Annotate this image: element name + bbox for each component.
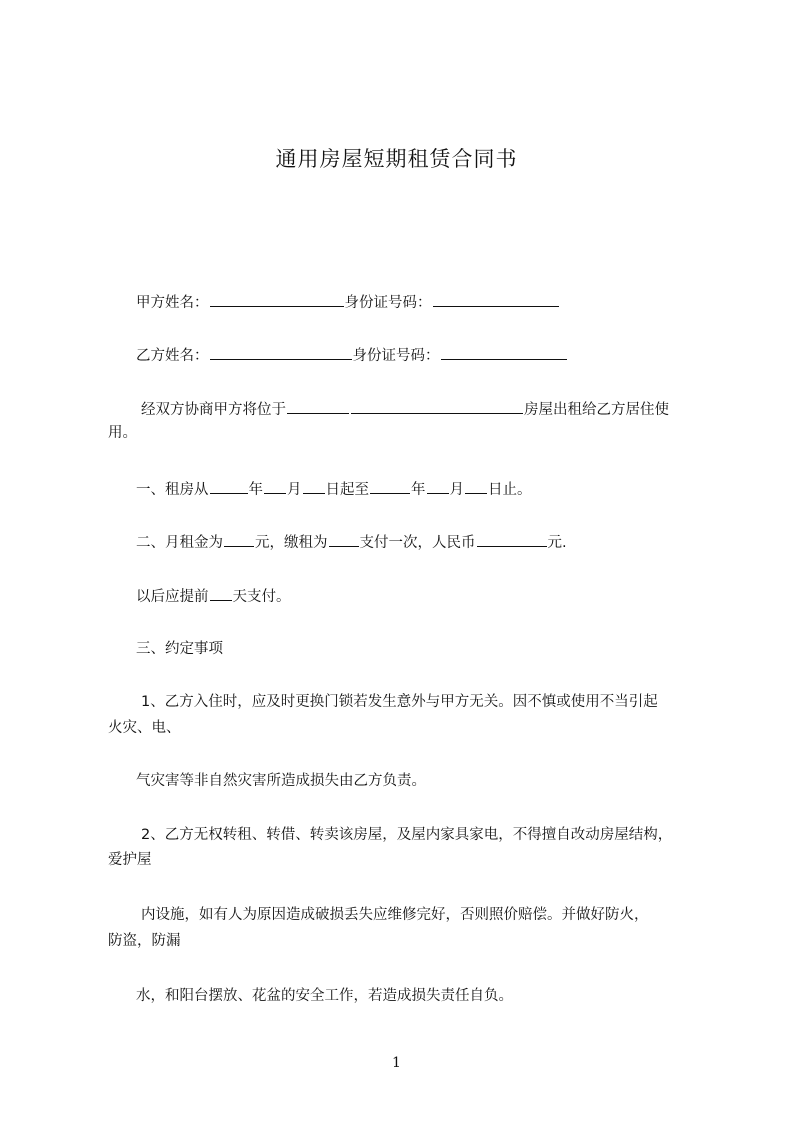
clause2-line [136, 532, 567, 553]
party-b-name-blank [210, 345, 352, 360]
section3-heading: 三、约定事项 [136, 641, 223, 657]
intro-prefix: 经双方协商甲方将位于 [141, 402, 286, 418]
clause2-text-d: 元. [547, 535, 567, 551]
item2-line2: 爱护屋 [108, 852, 152, 868]
payment-text-b: 天支付。 [232, 589, 291, 605]
page-number: 1 [392, 1055, 401, 1071]
party-b-line [136, 345, 568, 366]
party-b-name-label: 乙方姓名： [136, 348, 209, 364]
clause2-text-c: 支付一次，人民币 [359, 535, 476, 551]
clause1-text-d: 日起至 [325, 482, 369, 498]
rmb-amount-blank [477, 532, 547, 547]
clause2-text-b: 元，缴租为 [255, 535, 328, 551]
start-month-blank [264, 479, 286, 494]
item1-line1: 1、乙方入住时，应及时更换门锁若发生意外与甲方无关。因不慎或使用不当引起 [141, 694, 658, 710]
item2-line4: 防盗，防漏 [108, 933, 181, 949]
end-year-blank [370, 479, 410, 494]
item2-line3: 内设施，如有人为原因造成破损丢失应维修完好，否则照价赔偿。并做好防火， [141, 907, 649, 923]
item1-line3: 气灾害等非自然灾害所造成损失由乙方负责。 [136, 773, 426, 789]
intro-line [141, 399, 669, 420]
item1-line2: 火灾、电、 [108, 720, 181, 736]
end-month-blank [427, 479, 449, 494]
party-b-id-blank [441, 345, 567, 360]
party-a-name-blank [210, 292, 344, 307]
clause1-text-f: 月 [449, 482, 464, 498]
payment-text-a: 以后应提前 [136, 589, 209, 605]
intro-cont: 用。 [108, 425, 137, 441]
payment-advance-line [136, 586, 291, 607]
party-a-name-label: 甲方姓名： [136, 295, 209, 311]
intro-suffix: 房屋出租给乙方居住使 [524, 402, 669, 418]
intro-location-blank-2 [351, 399, 523, 414]
start-day-blank [303, 479, 325, 494]
clause1-text-g: 日止。 [488, 482, 532, 498]
party-a-line [136, 292, 560, 313]
end-day-blank [465, 479, 487, 494]
clause2-text-a: 二、月租金为 [136, 535, 223, 551]
party-a-id-blank [433, 292, 559, 307]
party-a-id-label: 身份证号码： [344, 295, 432, 311]
monthly-rent-blank [224, 532, 254, 547]
clause1-text-a: 一、租房从 [136, 482, 209, 498]
item2-line5: 水，和阳台摆放、花盆的安全工作，若造成损失责任自负。 [136, 988, 513, 1004]
advance-days-blank [210, 586, 232, 601]
item2-line1: 2、乙方无权转租、转借、转卖该房屋，及屋内家具家电，不得擅自改动房屋结构， [141, 827, 673, 843]
clause1-line [136, 479, 532, 500]
party-b-id-label: 身份证号码： [352, 348, 440, 364]
clause1-text-b: 年 [248, 482, 263, 498]
document-title: 通用房屋短期租赁合同书 [275, 147, 518, 171]
clause1-text-c: 月 [287, 482, 302, 498]
start-year-blank [210, 479, 248, 494]
payment-period-blank [329, 532, 359, 547]
intro-location-blank-1 [287, 399, 349, 414]
clause1-text-e: 年 [411, 482, 426, 498]
